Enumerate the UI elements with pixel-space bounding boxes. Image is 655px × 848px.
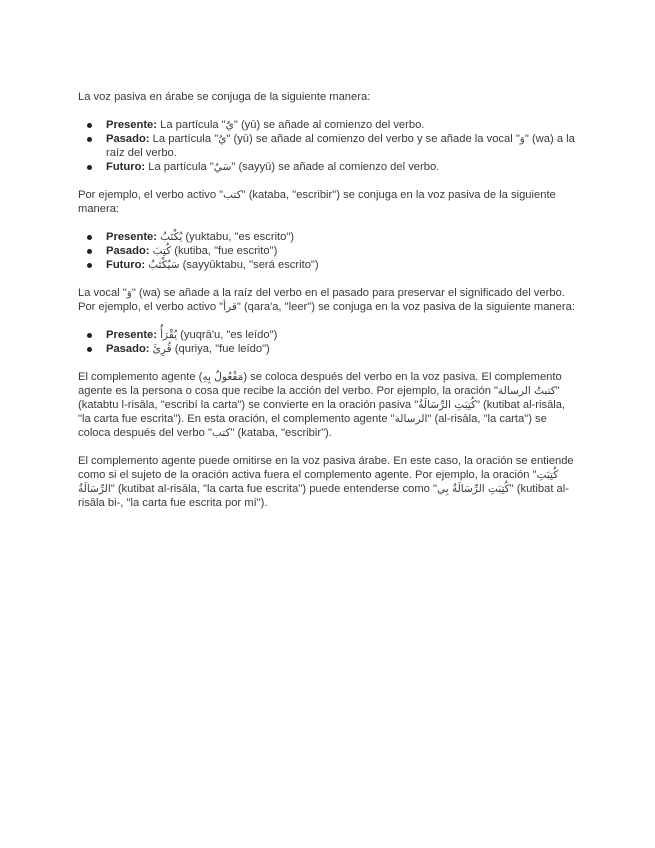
bullet-icon xyxy=(87,333,92,338)
bullet-icon xyxy=(87,347,92,352)
agent-complement-paragraph: El complemento agente (مَفْعُولٌ بِهِ) se coloca después del verbo en la voz pasiva. El complemento agente es la persona o cosa que recibe la acción del verbo. Por ejemplo, la oración "كتبتُ الرسالة" (katabtu l-risāla, "escribí la carta") se convierte en la oración pasiva "كُتِبَتِ الرِّسَالَةُ" (kutibat al-risāla, "la carta fue escrita"). En esta oración, el complemento agente "الرسالة" (al-risāla, "la carta") se coloca después del verbo "كتب" (kataba, "escribir"). xyxy=(78,371,566,439)
bullet-icon xyxy=(87,249,92,254)
list-item: Pasado: قُرِئَ (quriya, "fue leído") xyxy=(78,342,578,356)
intro-paragraph: La voz pasiva en árabe se conjuga de la siguiente manera: xyxy=(78,91,371,103)
list-item: Pasado: La partícula "يُ" (yū) se añade al comienzo del verbo y se añade la vocal "وَ" (wa) a la raíz del verbo. xyxy=(78,132,578,160)
example-paragraph-kataba: Por ejemplo, el verbo activo "كتب" (kataba, "escribir") se conjuga en la voz pasiva de la siguiente manera: xyxy=(78,189,556,215)
bullet-icon xyxy=(87,235,92,240)
bullet-icon xyxy=(87,263,92,268)
list-item: Futuro: سَيُكْتَبُ (sayyūktabu, "será escrito") xyxy=(78,258,578,272)
omission-paragraph: El complemento agente puede omitirse en la voz pasiva árabe. En este caso, la oración se entiende como si el sujeto de la oración activa fuera el complemento agente. Por ejemplo, la oración "كُتِبَتِ الرِّسَالَةُ" (kutibat al-risāla, "la carta fue escrita") puede entenderse como "كُتِبَتِ الرِّسَالَةُ بِي" (kutibat al-risāla bi-, "la carta fue escrita por mí"). xyxy=(78,455,574,509)
kataba-conjugation-list xyxy=(78,230,578,272)
list-item: Presente: يُكْتَبُ (yuktabu, "es escrito") xyxy=(78,230,578,244)
list-item: Presente: La partícula "يُ" (yū) se añade al comienzo del verbo. xyxy=(78,118,578,132)
bullet-icon xyxy=(87,137,92,142)
list-item: Presente: يُقْرَأُ (yuqrā'u, "es leído") xyxy=(78,328,578,342)
bullet-icon xyxy=(87,123,92,128)
list-item: Futuro: La partícula "سَيُ" (sayyū) se añade al comienzo del verbo. xyxy=(78,160,578,174)
bullet-icon xyxy=(87,165,92,170)
qaraa-conjugation-list xyxy=(78,328,578,356)
document-body xyxy=(78,90,578,510)
vowel-paragraph: La vocal "وَ" (wa) se añade a la raíz del verbo en el pasado para preservar el significado del verbo. Por ejemplo, el verbo activo "قرأ" (qara'a, "leer") se conjuga en la voz pasiva de la siguiente manera: xyxy=(78,287,575,313)
conjugation-rules-list xyxy=(78,118,578,174)
list-item: Pasado: كُتِبَ (kutiba, "fue escrito") xyxy=(78,244,578,258)
